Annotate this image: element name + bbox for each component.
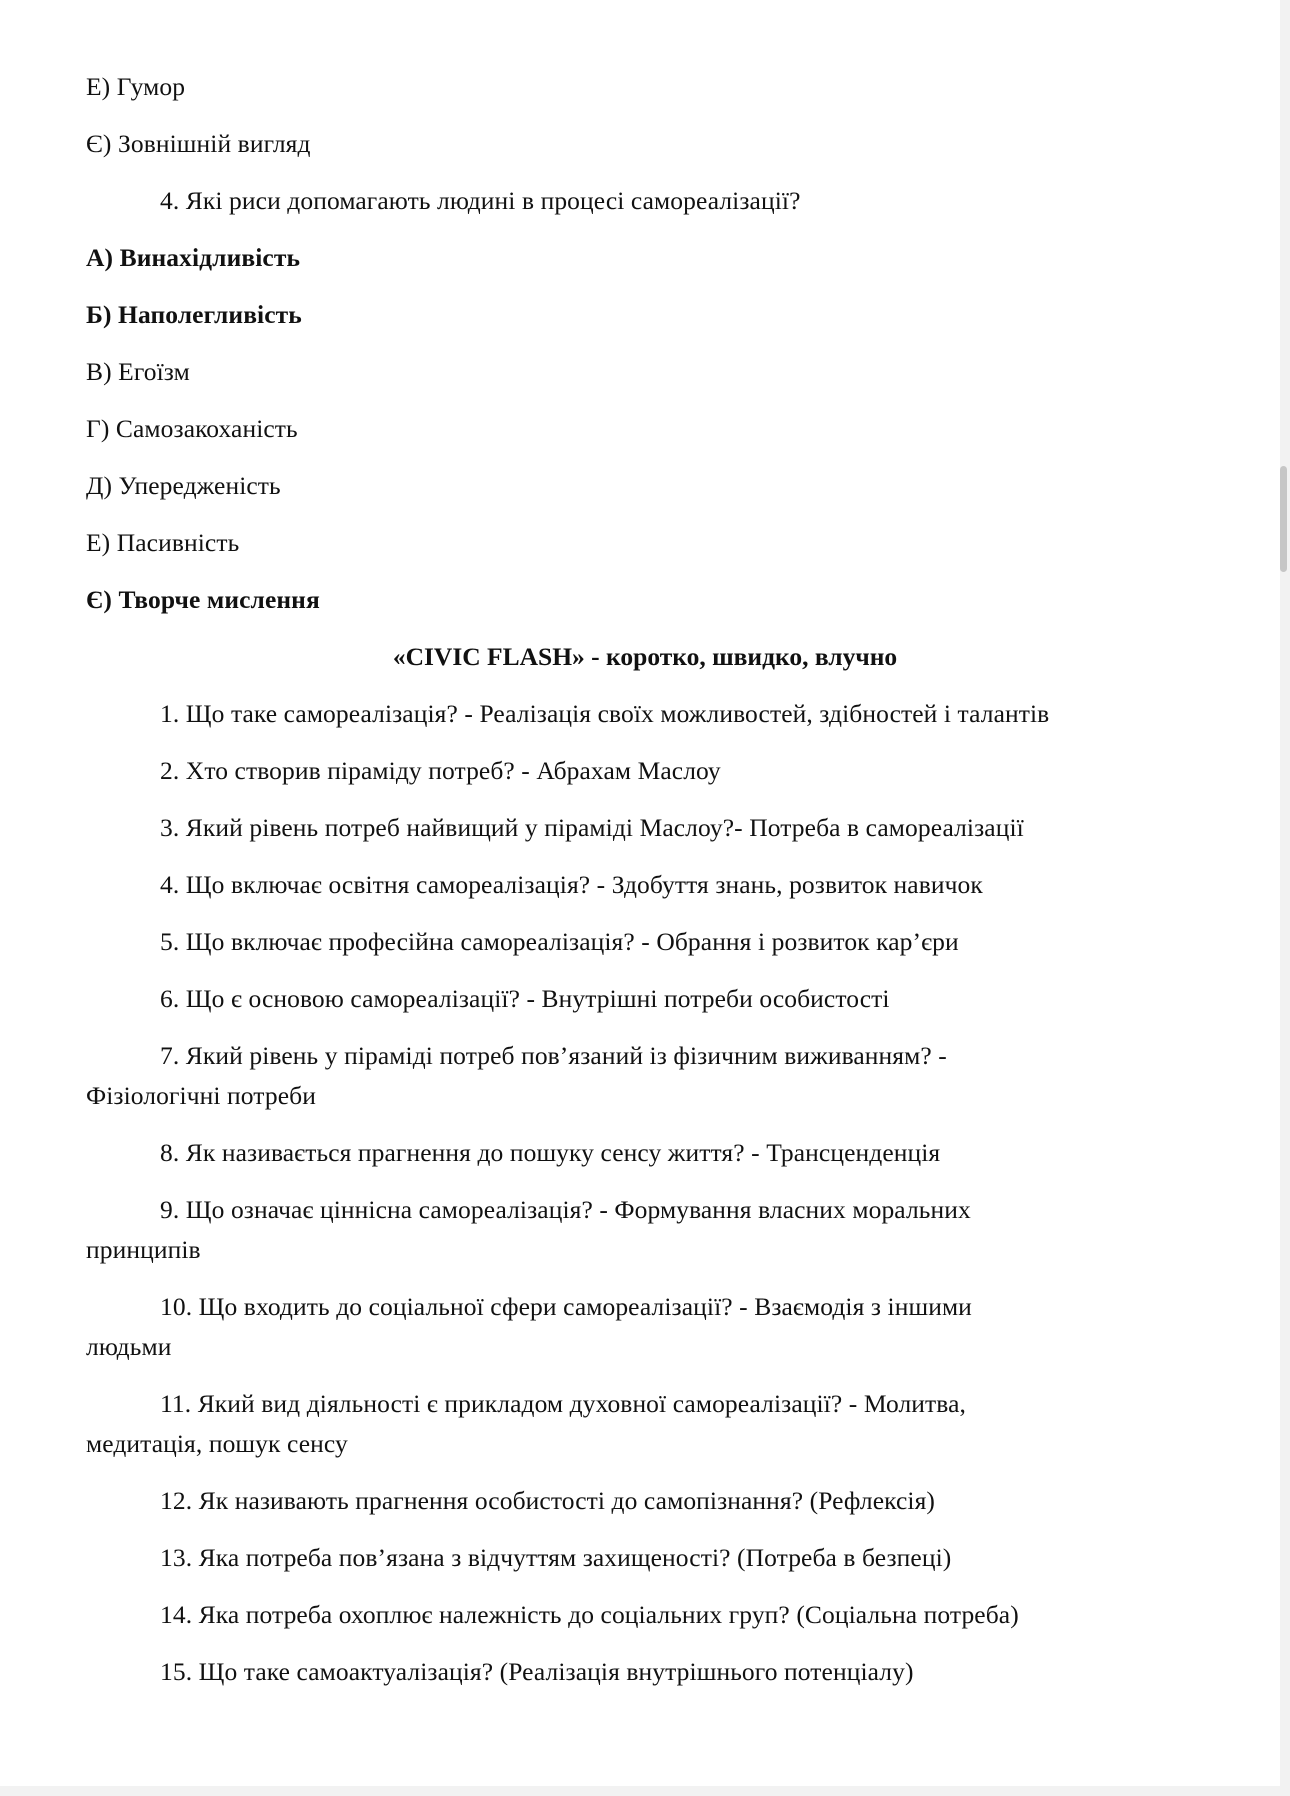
flash-item-4: 4. Що включає освітня самореалізація? - Здобуття знань, розвиток навичок bbox=[160, 870, 983, 899]
flash-item-10: 10. Що входить до соціальної сфери самореалізації? - Взаємодія з іншими bbox=[160, 1292, 972, 1321]
q4-option-b: Б) Наполегливість bbox=[86, 300, 302, 329]
flash-item-7: 7. Який рівень у піраміді потреб пов’язаний із фізичним виживанням? - bbox=[160, 1041, 947, 1070]
q4-option-ye: Є) Творче мислення bbox=[86, 585, 320, 614]
flash-item-8: 8. Як називається прагнення до пошуку сенсу життя? - Трансценденція bbox=[160, 1138, 941, 1167]
flash-item-12: 12. Як називають прагнення особистості до самопізнання? (Рефлексія) bbox=[160, 1486, 936, 1515]
q4-option-e: Е) Пасивність bbox=[86, 528, 240, 557]
flash-item-7-cont: Фізіологічні потреби bbox=[86, 1081, 316, 1110]
flash-item-5: 5. Що включає професійна самореалізація? - Обрання і розвиток кар’єри bbox=[160, 927, 959, 956]
flash-item-13: 13. Яка потреба пов’язана з відчуттям захищеності? (Потреба в безпеці) bbox=[160, 1543, 952, 1572]
question-4-text: 4. Які риси допомагають людині в процесі самореалізації? bbox=[160, 186, 801, 215]
flash-item-15: 15. Що таке самоактуалізація? (Реалізація внутрішнього потенціалу) bbox=[160, 1657, 914, 1686]
q4-option-d: Д) Упередженість bbox=[86, 471, 281, 500]
flash-item-1: 1. Що таке самореалізація? - Реалізація своїх можливостей, здібностей і талантів bbox=[160, 699, 1050, 728]
flash-item-10-cont: людьми bbox=[86, 1332, 172, 1361]
flash-item-2: 2. Хто створив піраміду потреб? - Абрахам Маслоу bbox=[160, 756, 721, 785]
flash-item-11-cont: медитація, пошук сенсу bbox=[86, 1429, 348, 1458]
flash-item-3: 3. Який рівень потреб найвищий у піраміді Маслоу?- Потреба в самореалізації bbox=[160, 813, 1024, 842]
flash-item-9-cont: принципів bbox=[86, 1235, 201, 1264]
scrollbar-track[interactable] bbox=[1280, 0, 1290, 1796]
flash-item-11: 11. Який вид діяльності є прикладом духовної самореалізації? - Молитва, bbox=[160, 1389, 966, 1418]
q4-option-v: В) Егоїзм bbox=[86, 357, 190, 386]
option-e-humor: Е) Гумор bbox=[86, 72, 186, 101]
flash-item-9: 9. Що означає ціннісна самореалізація? - Формування власних моральних bbox=[160, 1195, 971, 1224]
civic-flash-title: «CIVIC FLASH» - коротко, швидко, влучно bbox=[392, 642, 898, 671]
option-ye-appearance: Є) Зовнішній вигляд bbox=[86, 129, 311, 158]
flash-item-6: 6. Що є основою самореалізації? - Внутрішні потреби особистості bbox=[160, 984, 890, 1013]
q4-option-g: Г) Самозакоханість bbox=[86, 414, 298, 443]
scrollbar-thumb[interactable] bbox=[1280, 466, 1287, 572]
flash-item-14: 14. Яка потреба охоплює належність до соціальних груп? (Соціальна потреба) bbox=[160, 1600, 1019, 1629]
q4-option-a: А) Винахідливість bbox=[86, 243, 301, 272]
